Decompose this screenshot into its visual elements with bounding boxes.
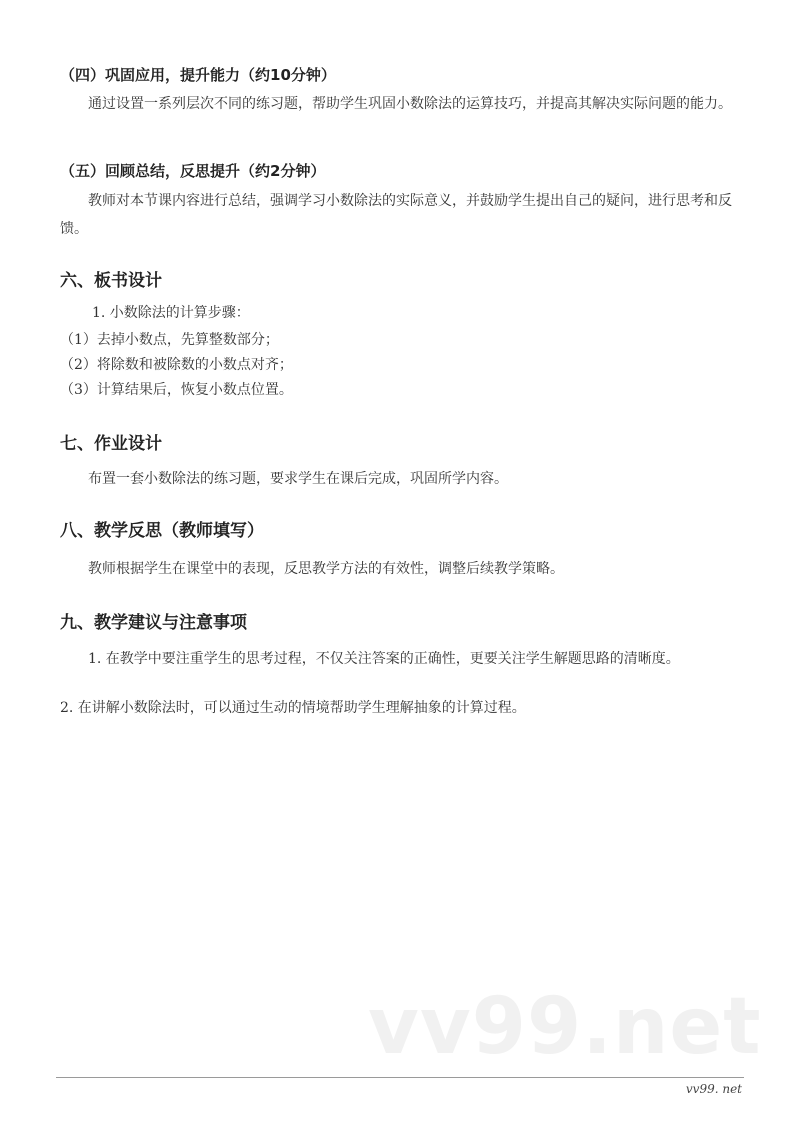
- board-step-2: （2）将除数和被除数的小数点对齐；: [60, 357, 293, 373]
- subsection-body-4: 通过设置一系列层次不同的练习题，帮助学生巩固小数除法的运算技巧，并提高其解决实际问题的能力。: [88, 96, 732, 112]
- advice-item-1: 1. 在教学中要注重学生的思考过程，不仅关注答案的正确性，更要关注学生解题思路的清晰度。: [88, 651, 680, 667]
- reflection-body: 教师根据学生在课堂中的表现，反思教学方法的有效性，调整后续教学策略。: [88, 561, 564, 577]
- subsection-body-5: 教师对本节课内容进行总结，强调学习小数除法的实际意义，并鼓励学生提出自己的疑问，进行思考和反馈。: [60, 193, 732, 237]
- board-item-1: 1. 小数除法的计算步骤：: [92, 305, 250, 321]
- homework-body: 布置一套小数除法的练习题，要求学生在课后完成，巩固所学内容。: [88, 471, 508, 487]
- section-heading-board: 六、板书设计: [60, 271, 162, 291]
- section-heading-advice: 九、教学建议与注意事项: [60, 613, 247, 633]
- advice-item-2: 2. 在讲解小数除法时，可以通过生动的情境帮助学生理解抽象的计算过程。: [60, 700, 526, 716]
- section-heading-reflection: 八、教学反思（教师填写）: [60, 521, 264, 541]
- board-step-3: （3）计算结果后，恢复小数点位置。: [60, 382, 293, 398]
- subsection-heading-4: （四）巩固应用，提升能力（约10分钟）: [60, 66, 336, 84]
- footer-divider: [56, 1077, 744, 1078]
- subsection-heading-5: （五）回顾总结，反思提升（约2分钟）: [60, 162, 326, 180]
- board-step-1: （1）去掉小数点，先算整数部分；: [60, 332, 279, 348]
- watermark: vv99.net: [368, 982, 762, 1072]
- footer-site-label: vv99. net: [685, 1082, 742, 1096]
- section-heading-homework: 七、作业设计: [60, 434, 162, 454]
